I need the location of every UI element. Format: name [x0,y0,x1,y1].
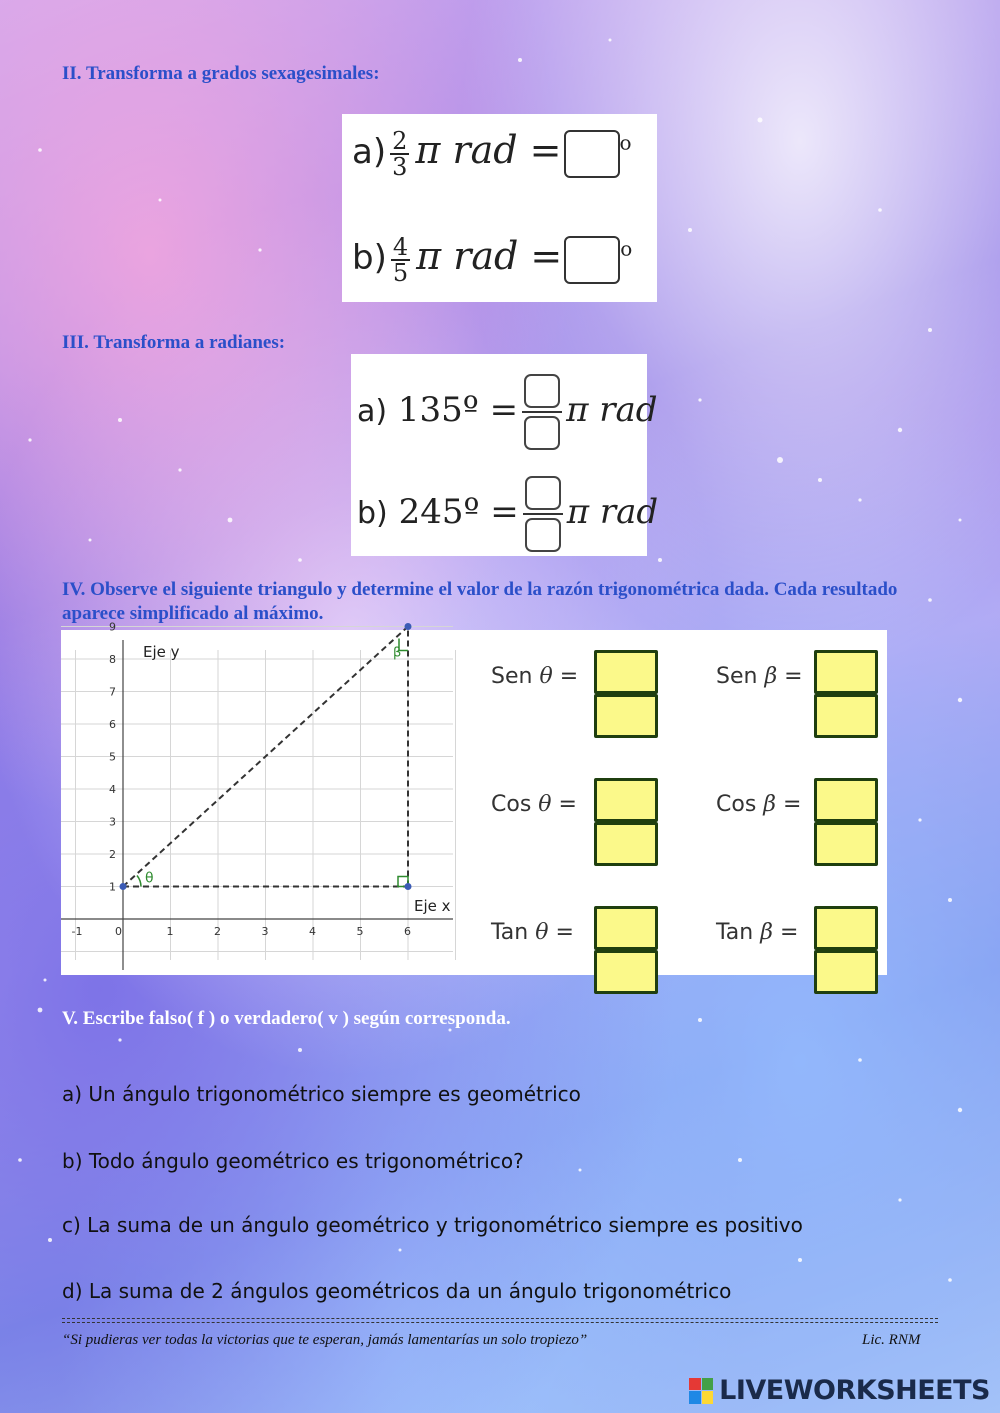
ratio-label-sen-beta: Sen β = [716,664,803,689]
statement-b: b) Todo ángulo geométrico es trigonométrico? [62,1149,524,1173]
answer-input-radian-num-b[interactable] [525,476,561,510]
section-4-heading: IV. Observe el siguiente triangulo y determine el valor de la razón trigonométrica dada. Cada resultado aparece simplificado al máximo. [62,579,898,624]
footer-quote: “Si pudieras ver todas la victorias que te esperan, jamás lamentarías un solo tropiezo” [62,1332,588,1348]
graph-axes [61,640,453,970]
ratio-label-tan-beta: Tan β = [716,920,799,945]
section-2-panel [342,114,657,302]
ratio-label-cos-beta: Cos β = [716,792,802,817]
theta-arc [137,876,141,887]
answer-box-sen-theta-num[interactable] [594,650,658,694]
ratio-label-sen-theta: Sen θ = [491,664,579,689]
y-tick-label: 7 [109,685,116,699]
section-2-item-a: a) $\frac{2}{3}$ π rad = $^o$ [352,126,632,181]
footer-divider-2 [62,1322,938,1323]
x-tick-label: 4 [309,925,316,938]
x-tick-label: 0 [115,925,122,938]
triangle-graph [61,620,453,975]
answer-input-degrees-b[interactable] [564,236,620,284]
triangle-vertex [405,883,412,890]
statement-a: a) Un ángulo trigonométrico siempre es geométrico [62,1082,581,1106]
x-tick-label: 5 [356,925,364,938]
x-axis-label: Eje x [414,897,451,915]
statement-d: d) La suma de 2 ángulos geométricos da un ángulo trigonométrico [62,1279,732,1303]
liveworksheets-logo-icon [689,1378,713,1404]
y-tick-label: 3 [109,815,116,829]
answer-box-tan-theta-num[interactable] [594,906,658,950]
y-tick-label: 8 [109,653,116,666]
y-tick-label: 4 [109,783,116,796]
section-3-item-b: b) 245º = π rad [357,476,658,552]
beta-angle-label: β [393,645,402,661]
x-tick-label: 6 [404,925,411,938]
y-tick-label: 6 [109,718,116,731]
graph-grid [61,627,456,961]
section-3-panel [351,354,659,556]
answer-box-cos-theta-num[interactable] [594,778,658,822]
answer-box-cos-theta-den[interactable] [594,822,658,866]
ratio-label-tan-theta: Tan θ = [491,920,574,945]
y-tick-label: 1 [109,880,116,894]
answer-box-tan-theta-den[interactable] [594,950,658,994]
x-tick-label: 1 [166,925,174,938]
y-tick-label: 2 [109,848,116,861]
footer-divider [62,1318,938,1319]
answer-box-sen-beta-num[interactable] [814,650,878,694]
y-axis-label: Eje y [143,643,180,661]
section-5-heading: V. Escribe falso( f ) o verdadero( v ) según corresponda. [62,1008,511,1029]
answer-box-cos-beta-den[interactable] [814,822,878,866]
y-tick-label: 5 [109,750,116,764]
answer-box-sen-beta-den[interactable] [814,694,878,738]
brand-name: LIVEWORKSHEETS [719,1375,990,1406]
answer-box-tan-beta-num[interactable] [814,906,878,950]
answer-box-tan-beta-den[interactable] [814,950,878,994]
y-tick-label: 9 [109,620,116,634]
triangle-vertex [120,883,127,890]
theta-angle-label: θ [145,870,154,887]
triangle-vertex [405,623,412,630]
section-2-item-b: b) $\frac{4}{5}$ π rad = $^o$ [352,232,633,287]
section-2-heading: II. Transforma a grados sexagesimales: [62,63,380,84]
section-3-heading: III. Transforma a radianes: [62,332,286,353]
answer-input-radian-num-a[interactable] [524,374,560,408]
x-tick-label: 2 [214,925,221,938]
section-4-panel [61,620,887,975]
answer-input-radian-den-b[interactable] [525,518,561,552]
answer-input-degrees-a[interactable] [564,130,620,178]
section-3-item-a: a) 135º = π rad [357,374,658,450]
x-tick-label: 3 [261,925,269,938]
answer-box-cos-beta-num[interactable] [814,778,878,822]
liveworksheets-brand [689,1375,990,1406]
answer-box-sen-theta-den[interactable] [594,694,658,738]
ratio-label-cos-theta: Cos θ = [491,792,577,817]
answer-input-radian-den-a[interactable] [524,416,560,450]
footer-author: Lic. RNM [862,1332,921,1348]
x-tick-label: -1 [71,925,83,938]
statement-c: c) La suma de un ángulo geométrico y trigonométrico siempre es positivo [62,1213,803,1237]
